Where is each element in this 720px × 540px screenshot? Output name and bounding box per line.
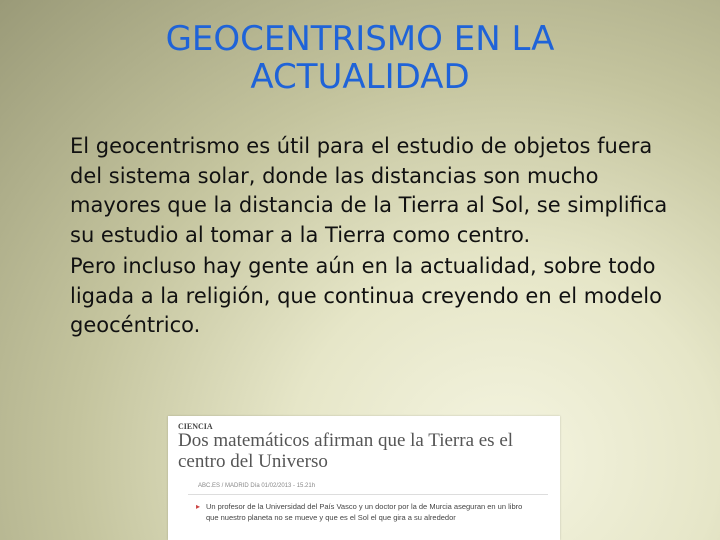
slide-title-line-2: ACTUALIDAD (250, 57, 470, 97)
clipping-section-label: CIENCIA (178, 422, 213, 431)
slide-body (70, 132, 690, 343)
clipping-divider (188, 494, 548, 495)
clipping-byline: ABC.ES / MADRID Día 01/02/2013 - 15.21h (198, 483, 316, 489)
clipping-headline: Dos matemáticos afirman que la Tierra es el centro del Universo (178, 430, 514, 472)
slide-title-line-1: GEOCENTRISMO EN LA (165, 19, 555, 59)
body-paragraph-1: El geocentrismo es útil para el estudio de objetos fuera del sistema solar, donde las distancias son mucho mayores que la distancia de la Tierra al Sol, se simplifica su estudio al tomar a la Tierra como centro. (70, 134, 668, 247)
clipping-summary: Un profesor de la Universidad del País Vasco y un doctor por la de Murcia aseguran en un libro que nuestro planeta no se mueve y que es el Sol el que gira a su alrededor (206, 502, 523, 522)
body-paragraph-2: Pero incluso hay gente aún en la actualidad, sobre todo ligada a la religión, que continua creyendo en el modelo geocéntrico. (70, 254, 662, 337)
news-clipping-image (168, 416, 560, 540)
bullet-icon: ▸ (196, 502, 201, 511)
slide-title (0, 20, 720, 96)
